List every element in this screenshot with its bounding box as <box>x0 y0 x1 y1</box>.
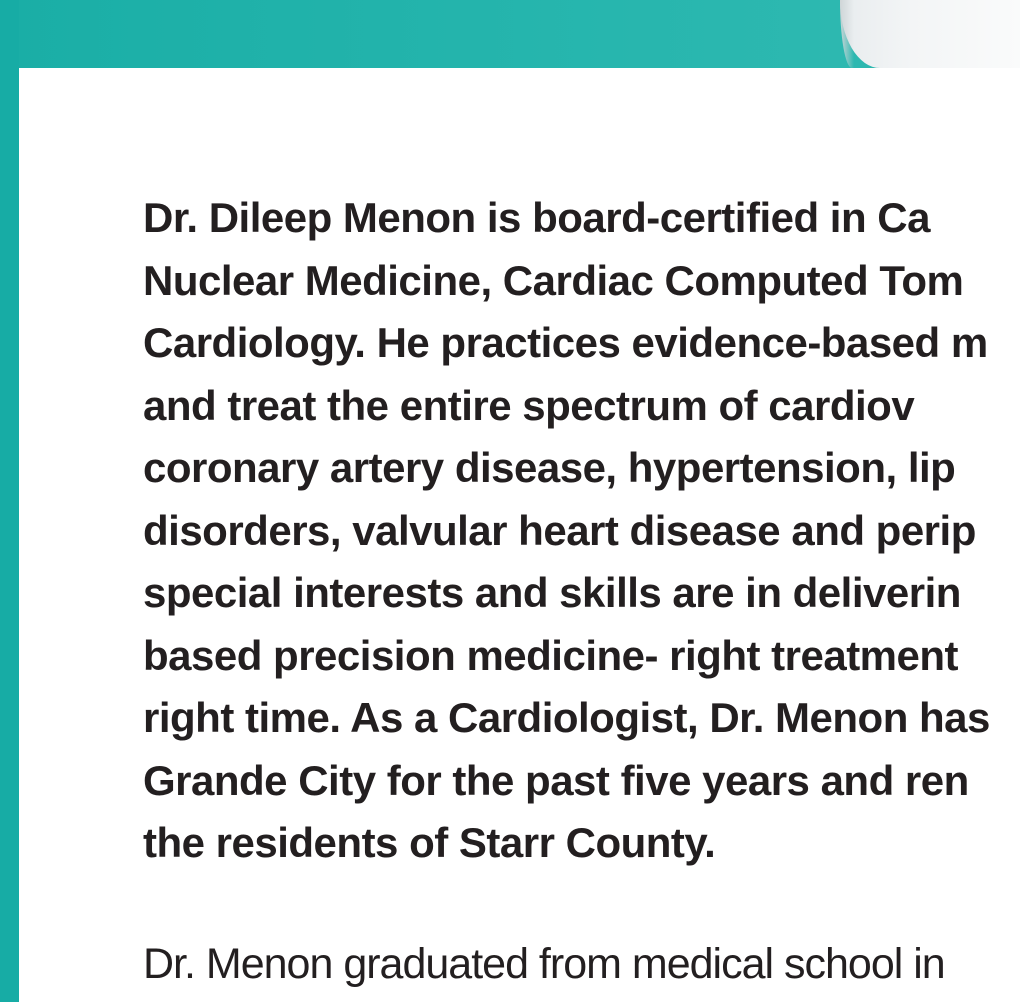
bio-line: Grande City for the past five years and ren <box>143 756 969 804</box>
bio-paragraph <box>143 187 1020 875</box>
education-paragraph: Dr. Menon graduated from medical school in <box>143 940 945 988</box>
bio-line: Nuclear Medicine, Cardiac Computed Tom <box>143 256 964 304</box>
bio-line: the residents of Starr County. <box>143 819 716 866</box>
bio-line: Cardiology. He practices evidence-based m <box>143 319 988 366</box>
left-accent-bar <box>0 0 19 1002</box>
bio-line: disorders, valvular heart disease and perip <box>143 506 976 554</box>
bio-line: right time. As a Cardiologist, Dr. Menon has <box>143 694 990 741</box>
header-banner <box>0 0 1020 68</box>
bio-line: Dr. Dileep Menon is board-certified in Ca <box>143 194 930 241</box>
bio-line: based precision medicine- right treatment <box>143 631 959 679</box>
bio-line: special interests and skills are in deliverin <box>143 569 961 616</box>
bio-line: coronary artery disease, hypertension, lip <box>143 444 956 491</box>
doctor-photo-edge <box>840 0 1020 68</box>
bio-line: and treat the entire spectrum of cardiov <box>143 381 915 429</box>
